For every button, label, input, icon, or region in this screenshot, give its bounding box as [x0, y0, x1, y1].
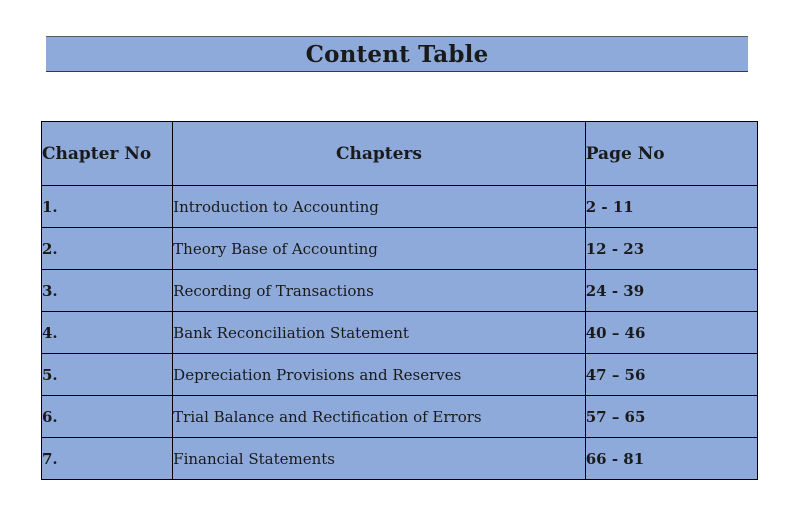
header-row — [42, 122, 758, 186]
chapter-number: 3. — [42, 270, 173, 312]
table-row — [42, 438, 758, 480]
chapter-title: Introduction to Accounting — [173, 186, 586, 228]
table-row — [42, 228, 758, 270]
page-range: 47 – 56 — [585, 354, 757, 396]
page-range: 12 - 23 — [585, 228, 757, 270]
header-page-no: Page No — [585, 122, 757, 186]
page-range: 2 - 11 — [585, 186, 757, 228]
contents-table — [41, 121, 758, 480]
chapter-title: Depreciation Provisions and Reserves — [173, 354, 586, 396]
table-row — [42, 354, 758, 396]
page-range: 66 - 81 — [585, 438, 757, 480]
chapter-title: Trial Balance and Rectification of Errors — [173, 396, 586, 438]
chapter-number: 2. — [42, 228, 173, 270]
page-range: 40 – 46 — [585, 312, 757, 354]
table-row — [42, 396, 758, 438]
header-chapters: Chapters — [173, 122, 586, 186]
chapter-title: Financial Statements — [173, 438, 586, 480]
chapter-title: Recording of Transactions — [173, 270, 586, 312]
page-range: 24 - 39 — [585, 270, 757, 312]
chapter-number: 7. — [42, 438, 173, 480]
header-chapter-no: Chapter No — [42, 122, 173, 186]
chapter-title: Theory Base of Accounting — [173, 228, 586, 270]
chapter-number: 6. — [42, 396, 173, 438]
chapter-number: 5. — [42, 354, 173, 396]
table-row — [42, 186, 758, 228]
chapter-number: 4. — [42, 312, 173, 354]
table-row — [42, 270, 758, 312]
title-banner — [46, 36, 748, 72]
table-row — [42, 312, 758, 354]
chapter-number: 1. — [42, 186, 173, 228]
page-range: 57 – 65 — [585, 396, 757, 438]
chapter-title: Bank Reconciliation Statement — [173, 312, 586, 354]
page-title: Content Table — [305, 40, 489, 68]
